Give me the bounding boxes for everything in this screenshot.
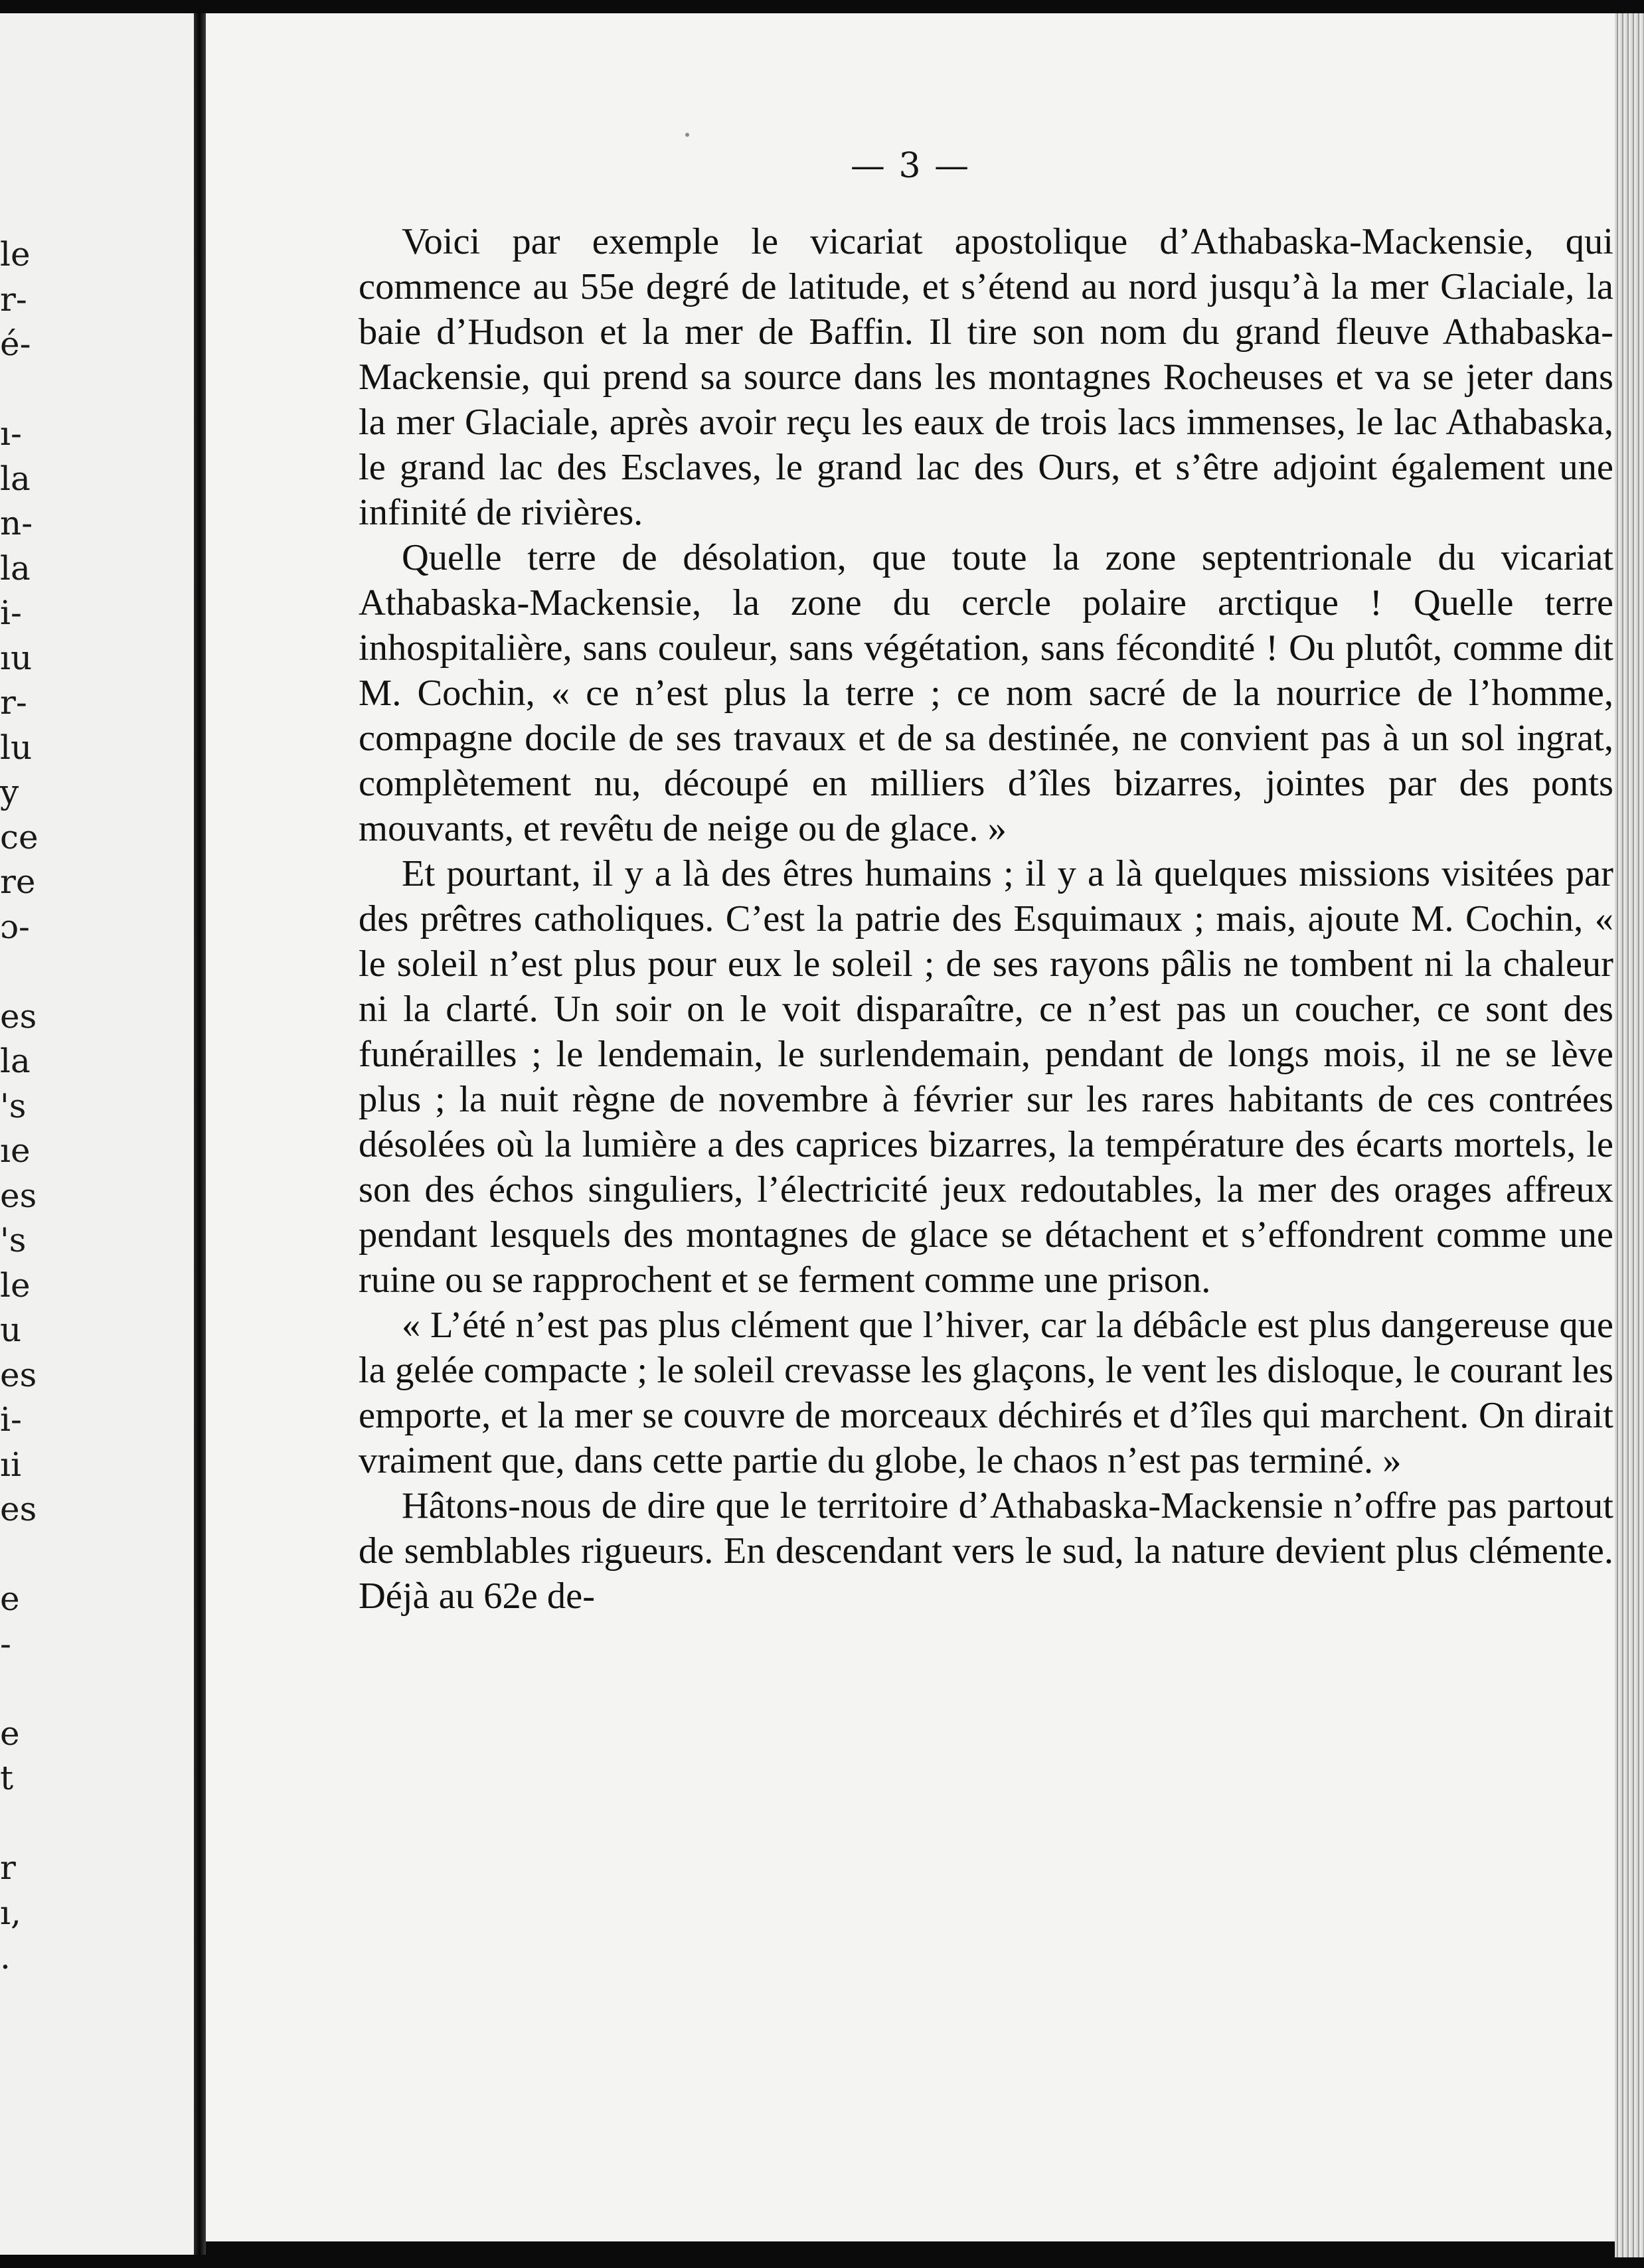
text-fragment: ɔ- (0, 907, 30, 946)
text-fragment: u (0, 1311, 22, 1349)
text-fragment: ıi (0, 1445, 21, 1484)
paragraph: Hâtons-nous de dire que le territoire d’Athabaska-Mackensie n’offre pas partout de semblables rigueurs. En descendant vers le sud, la nature devient plus clémente. Déjà au 62e de- (359, 1485, 1613, 1617)
text-fragment: r- (0, 683, 27, 722)
text-fragment: - (0, 1624, 11, 1663)
text-fragment: ı, (0, 1893, 21, 1932)
text-fragment: es (0, 1176, 37, 1215)
text-fragment: la (0, 1042, 31, 1080)
text-fragment: r- (0, 280, 27, 319)
text-fragment (0, 949, 40, 995)
paragraph: Quelle terre de désolation, que toute la zone septentrionale du vicariat Athabaska-Mackensie, la zone du cercle polaire arctique ! Quelle terre inhospitalière, sans couleur, sans végétation, sans fécondité ! Ou plutôt, comme dit M. Cochin, « ce n’est plus la terre ; ce nom sacré de la nourrice de l’homme, compagne docile de ses travaux et de sa destinée, ne convient pas à un sol ingrat, complètement nu, découpé en milliers d’îles bizarres, jointes par des ponts mouvants, et revêtu de neige ou de glace. » (359, 537, 1613, 849)
text-fragment: 's (0, 1221, 27, 1259)
text-fragment: ı- (0, 414, 22, 453)
paragraph: Et pourtant, il y a là des êtres humains ; il y a là quelques missions visitées par des prêtres catholiques. C’est la patrie des Esquimaux ; mais, ajoute M. Cochin, « le soleil n’est plus pour eux le soleil ; de ses rayons pâlis ne tombent ni la chaleur ni la clarté. Un soir on le voit disparaître, ce n’est pas un coucher, ce sont des funérailles ; le lendemain, le surlendemain, pendant de longs mois, il ne se lève plus ; la nuit règne de novembre à février sur les rares habitants de ces contrées désolées où la lumière a des caprices bizarres, la température des écarts mortels, le son des échos singuliers, l’électricité jeux redoutables, la mer des orages affreux pendant lesquels des montagnes de glace se détachent et s’effondrent comme une ruine ou se rapprochent et se ferment comme une prison. (359, 853, 1613, 1301)
text-fragment: le (0, 235, 31, 274)
paragraph: « L’été n’est pas plus clément que l’hiver, car la débâcle est plus dangereuse que la gelée compacte ; le soleil crevasse les glaçons, le vent les disloque, le courant les emporte, et la mer se couvre de morceaux déchirés et d’îles qui marchent. On dirait vraiment que, dans cette partie du globe, le chaos n’est pas terminé. » (359, 1305, 1613, 1481)
body-text (359, 219, 1613, 1619)
text-fragment: r (0, 1848, 16, 1887)
text-fragment: 's (0, 1086, 27, 1125)
text-fragment: ce (0, 817, 39, 856)
text-fragment: la (0, 459, 31, 498)
text-fragment: le (0, 1265, 31, 1305)
book-page (206, 13, 1615, 2241)
text-fragment (0, 367, 40, 412)
book-gutter (194, 13, 206, 2255)
page-stack-edge (1615, 13, 1644, 2257)
paragraph: Voici par exemple le vicariat apostolique d’Athabaska-Mackensie, qui commence au 55e degré de latitude, et s’étend au nord jusqu’à la mer Glaciale, la baie d’Hudson et la mer de Baffin. Il tire son nom du grand fleuve Athabaska-Mackensie, qui prend sa source dans les montagnes Rocheuses et va se jeter dans la mer Glaciale, après avoir reçu les eaux de trois lacs immenses, le lac Athabaska, le grand lac des Esclaves, le grand lac des Ours, et s’être adjoint également une infinité de rivières. (359, 221, 1613, 533)
text-fragment: es (0, 1355, 37, 1394)
text-fragment: lu (0, 728, 33, 767)
text-fragment: t (0, 1759, 14, 1797)
page-number: — 3 — (850, 146, 971, 186)
text-fragment: re (0, 862, 36, 901)
text-fragment (0, 1532, 40, 1578)
text-fragment: i- (0, 594, 22, 632)
text-fragment: é- (0, 325, 31, 363)
text-fragment: es (0, 1490, 37, 1528)
text-fragment: la (0, 548, 31, 588)
previous-page-sliver (0, 13, 194, 2255)
scan-speck (685, 133, 689, 137)
text-fragment (0, 1666, 40, 1712)
text-fragment: . (0, 1938, 11, 1977)
text-fragment: ıe (0, 1131, 31, 1170)
text-fragment: i- (0, 1400, 22, 1439)
text-fragment: e (0, 1580, 20, 1618)
text-fragment: e (0, 1714, 20, 1753)
text-fragment: es (0, 997, 37, 1036)
previous-page-text-fragments (0, 232, 40, 1981)
text-fragment: ıu (0, 638, 33, 677)
text-fragment: y (0, 773, 19, 811)
text-fragment: n- (0, 504, 33, 542)
text-fragment (0, 1801, 40, 1846)
